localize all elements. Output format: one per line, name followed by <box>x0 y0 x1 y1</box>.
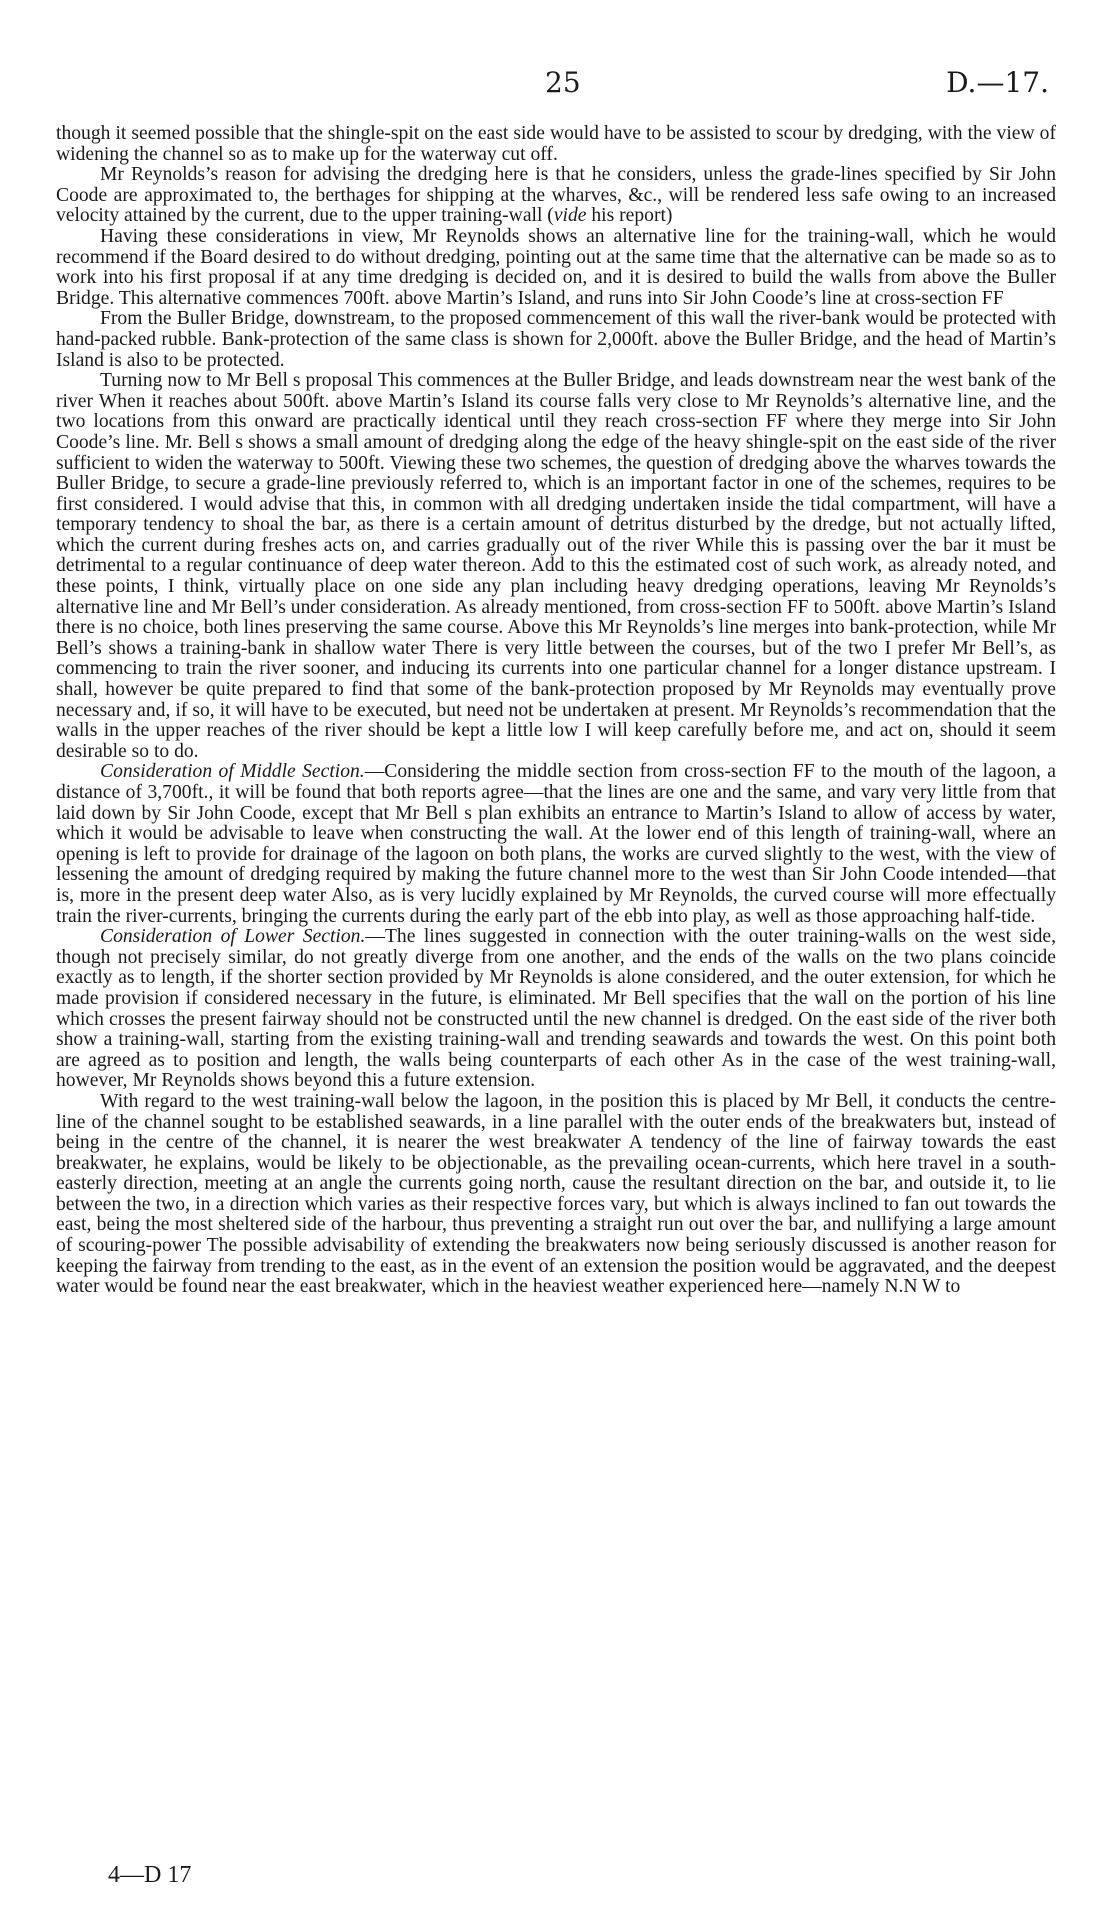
document-reference: D.—17. <box>946 66 1049 99</box>
paragraph-text: though it seemed possible that the shingle-spit on the east side would have to be assisted to scour by dredging, with the view of widening the channel so as to make up for the waterway cut off. <box>56 123 1056 165</box>
paragraph-1 <box>56 124 1056 165</box>
paragraph-2 <box>56 165 1056 227</box>
page-header <box>0 66 1114 106</box>
paragraph-text: Turning now to Mr Bell s proposal This commences at the Buller Bridge, and leads downstream near the west bank of the river When it reaches about 500ft. above Martin’s Island its course falls very close to Mr Reynolds’s alternative line, and the two locations from this onward are practically identical until they reach cross-section FF where they merge into Sir John Coode’s line. Mr. Bell s shows a small amount of dredging along the edge of the heavy shingle-spit on the east side of the river sufficient to widen the waterway to 500ft. Viewing these two schemes, the question of dredging above the wharves towards the Buller Bridge, to secure a grade-line previously referred to, which is an important factor in one of the schemes, requires to be first considered. I would advise that this, in common with all dredging undertaken inside the tidal compartment, will have a temporary tendency to shoal the bar, as there is a certain amount of detritus disturbed by the dredge, but not actually lifted, which the current during freshes acts on, and carries gradually out of the river While this is passing over the bar it must be detrimental to a regular continuance of deep water thereon. Add to this the estimated cost of such work, as already noted, and these points, I think, virtually place on one side any plan including heavy dredging operations, leaving Mr Reynolds’s alternative line and Mr Bell’s under consideration. As already mentioned, from cross-section FF to 500ft. above Martin’s Island there is no choice, both lines preserving the same course. Above this Mr Reynolds’s line merges into bank-protection, while Mr Bell’s shows a training-bank in shallow water There is very little between the courses, but of the two I prefer Mr Bell’s, as commencing to train the river sooner, and inducing its currents into one particular channel for a longer distance upstream. I shall, however be quite prepared to find that some of the bank-protection proposed by Mr Reynolds may eventually prove necessary and, if so, it will have to be executed, but need not be undertaken at present. Mr Reynolds’s recommendation that the walls in the upper reaches of the river should be kept a little low I will keep carefully before me, and act on, should it seem desirable so to do. <box>56 370 1056 762</box>
paragraph-text: his report) <box>586 205 673 227</box>
paragraph-text: Mr Reynolds’s reason for advising the dredging here is that he considers, unless the grade-lines specified by Sir John Coode are approximated to, the berthages for shipping at the wharves, &c., will be rendered less safe owing to an increased velocity attained by the current, due to the upper training-wall ( <box>56 164 1056 227</box>
paragraph-6 <box>56 762 1056 927</box>
body-text <box>56 124 1056 1298</box>
section-heading-lower: Consideration of Lower Section. <box>100 926 366 948</box>
paragraph-text: —The lines suggested in connection with the outer training-walls on the west side, though not precisely similar, do not greatly diverge from one another, and the ends of the walls on the two plans coincide exactly as to length, if the shorter section provided by Mr Reynolds is alone considered, and the outer extension, for which he made provision if considered necessary in the future, is eliminated. Mr Bell specifies that the wall on the portion of his line which crosses the present fairway should not be constructed until the new channel is dredged. On the east side of the river both show a training-wall, starting from the existing training-wall and trending seawards and towards the west. On this point both are agreed as to position and length, the walls being counterparts of each other As in the case of the west training-wall, however, Mr Reynolds shows beyond this a future extension. <box>56 926 1056 1092</box>
page-number: 25 <box>545 66 581 99</box>
paragraph-7 <box>56 927 1056 1092</box>
paragraph-text: From the Buller Bridge, downstream, to the proposed commencement of this wall the river-bank would be protected with hand-packed rubble. Bank-protection of the same class is shown for 2,000ft. above the Buller Bridge, and the head of Martin’s Island is also to be protected. <box>56 308 1056 371</box>
paragraph-text: —Considering the middle section from cross-section FF to the mouth of the lagoon, a distance of 3,700ft., it will be found that both reports agree—that the lines are one and the same, and vary very little from that laid down by Sir John Coode, except that Mr Bell s plan exhibits an entrance to Martin’s Island to allow of access by water, which it would be advisable to leave when constructing the wall. At the lower end of this length of training-wall, where an opening is left to provide for drainage of the lagoon on both plans, the works are curved slightly to the west, with the view of lessening the amount of dredging required by making the future channel more to the west than Sir John Coode intended—that is, more in the present deep water Also, as is very lucidly explained by Mr Reynolds, the curved course will more effectually train the river-currents, bringing the currents during the early part of the ebb into play, as well as those approaching half-tide. <box>56 761 1056 927</box>
italic-text: vide <box>553 205 587 227</box>
paragraph-3 <box>56 227 1056 309</box>
signature-mark: 4—D 17 <box>108 1862 192 1888</box>
paragraph-5 <box>56 371 1056 762</box>
paragraph-text: With regard to the west training-wall below the lagoon, in the position this is placed by Mr Bell, it conducts the centre-line of the channel sought to be established seawards, in a line parallel with the outer ends of the breakwaters but, instead of being in the centre of the channel, it is nearer the west breakwater A tendency of the line of fairway towards the east breakwater, he explains, would be likely to be objectionable, as the prevailing ocean-currents, which here travel in a south-easterly direction, meeting at an angle the currents going north, cause the resultant direction on the bar, and outside it, to lie between the two, in a direction which varies as their respective forces vary, but which is always inclined to fan out towards the east, being the most sheltered side of the harbour, thus preventing a straight run out over the bar, and nullifying a large amount of scouring-power The possible advisability of extending the breakwaters now being seriously discussed is another reason for keeping the fairway from trending to the east, as in the event of an extension the position would be aggravated, and the deepest water would be found near the east breakwater, which in the heaviest weather experienced here—namely N.N W to <box>56 1090 1056 1298</box>
section-heading-middle: Consideration of Middle Section. <box>100 761 365 783</box>
paragraph-4 <box>56 309 1056 371</box>
paragraph-text: Having these considerations in view, Mr Reynolds shows an alternative line for the training-wall, which he would recommend if the Board desired to do without dredging, pointing out at the same time that the alternative can be made so as to work into his first proposal if at any time dredging is decided on, and it is desired to build the walls from above the Buller Bridge. This alternative commences 700ft. above Martin’s Island, and runs into Sir John Coode’s line at cross-section FF <box>56 225 1056 309</box>
paragraph-8 <box>56 1092 1056 1298</box>
